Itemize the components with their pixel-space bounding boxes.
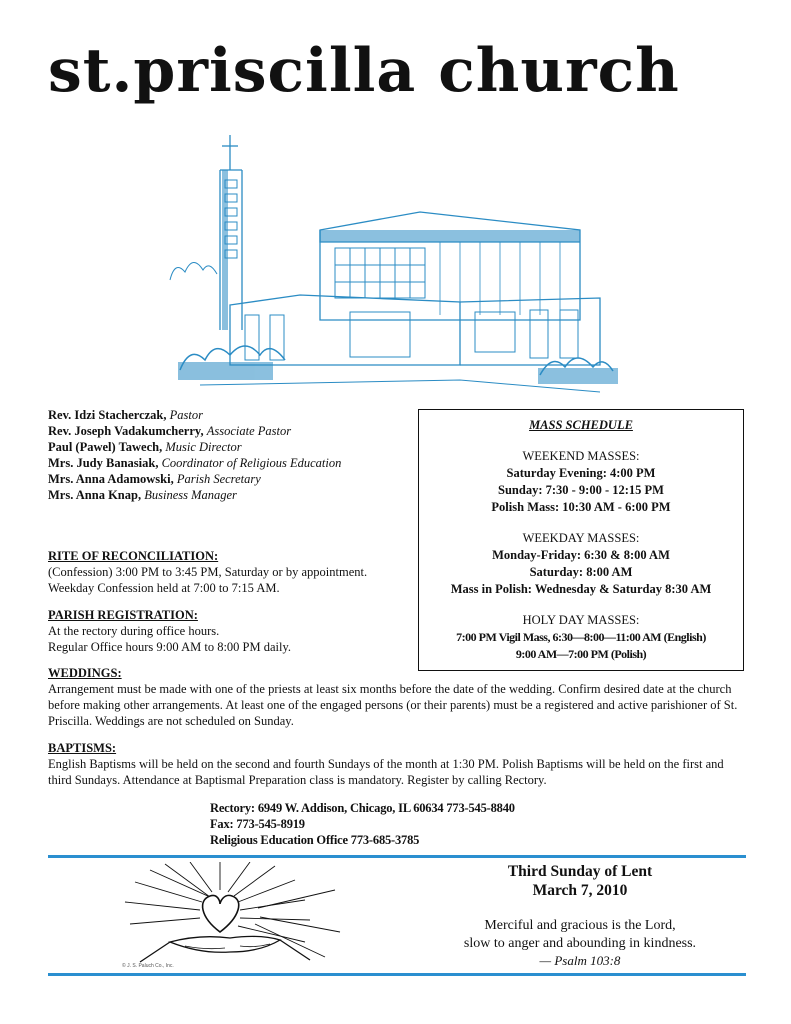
verse-line: Merciful and gracious is the Lord, [484,918,676,933]
sunday-block [410,862,750,968]
rectory-address: Rectory: 6949 W. Addison, Chicago, IL 60634 773-545-8840 [210,801,515,815]
baptisms-section [48,740,748,788]
weekday-line: Monday-Friday: 6:30 & 8:00 AM [492,548,670,562]
weddings-heading: WEDDINGS: [48,666,122,680]
holy-day-line: 9:00 AM—7:00 PM (Polish) [515,647,647,661]
weddings-text: Arrangement must be made with one of the priests at least six months before the date of the wedding. Confirm desired date at the church before making other arrangements. At least one of the engaged persons (or their parents) must be a registered and active parishioner of St. Priscilla. Weddings are not scheduled on Sunday. [48,682,738,728]
weekday-masses-title: WEEKDAY MASSES: [522,531,640,545]
fax-number: Fax: 773-545-8919 [210,817,305,831]
registration-section [48,607,398,655]
sunday-date: March 7, 2010 [532,882,628,899]
weekend-line: Saturday Evening: 4:00 PM [506,466,656,480]
registration-line: At the rectory during office hours. [48,624,220,638]
holy-day-masses-title: HOLY DAY MASSES: [522,613,640,627]
reconciliation-section [48,548,398,596]
reconciliation-line: (Confession) 3:00 PM to 3:45 PM, Saturday or by appointment. [48,565,368,579]
weekend-line: Sunday: 7:30 - 9:00 - 12:15 PM [498,483,664,497]
staff-row: Mrs. Anna Knap, Business Manager [48,488,237,502]
church-title: st.priscilla church [48,36,680,106]
baptisms-heading: BAPTISMS: [48,741,117,755]
mass-schedule-box [418,409,744,671]
staff-list [48,407,388,503]
registration-heading: PARISH REGISTRATION: [48,608,198,622]
weekday-line: Mass in Polish: Wednesday & Saturday 8:30 AM [450,582,712,596]
weekday-line: Saturday: 8:00 AM [529,565,633,579]
reconciliation-line: Weekday Confession held at 7:00 to 7:15 AM. [48,581,280,595]
weekend-masses-title: WEEKEND MASSES: [522,449,640,463]
staff-row: Paul (Pawel) Tawech, Music Director [48,440,242,454]
registration-line: Regular Office hours 9:00 AM to 8:00 PM daily. [48,640,292,654]
baptisms-text: English Baptisms will be held on the second and fourth Sundays of the month at 1:30 PM. Polish Baptisms will be held on the first and third Sundays. Attendance at Baptismal Preparation class is mandatory. Register by calling Rectory. [48,757,724,787]
church-illustration [160,130,620,400]
weekend-line: Polish Mass: 10:30 AM - 6:00 PM [491,500,671,514]
staff-row: Rev. Joseph Vadakumcherry, Associate Pastor [48,424,292,438]
religious-ed-phone: Religious Education Office 773-685-3785 [210,833,420,847]
reconciliation-heading: RITE OF RECONCILIATION: [48,549,219,563]
staff-row: Mrs. Anna Adamowski, Parish Secretary [48,472,261,486]
verse-line: slow to anger and abounding in kindness. [463,936,697,951]
sunday-title: Third Sunday of Lent [507,863,653,880]
contact-info [210,800,610,848]
top-divider [48,855,746,858]
copyright-text: © J. S. Paluch Co., Inc. [122,963,174,969]
weddings-section [48,665,748,729]
mass-schedule-heading: MASS SCHEDULE [529,418,633,432]
staff-row: Rev. Idzi Stacherczak, Pastor [48,408,203,422]
verse-citation: — Psalm 103:8 [539,953,621,968]
verse-text [410,917,750,953]
bottom-divider [48,973,746,976]
holy-day-line: 7:00 PM Vigil Mass, 6:30—8:00—11:00 AM (English) [456,630,706,644]
staff-row: Mrs. Judy Banasiak, Coordinator of Religious Education [48,456,342,470]
heart-hands-illustration [110,862,370,974]
